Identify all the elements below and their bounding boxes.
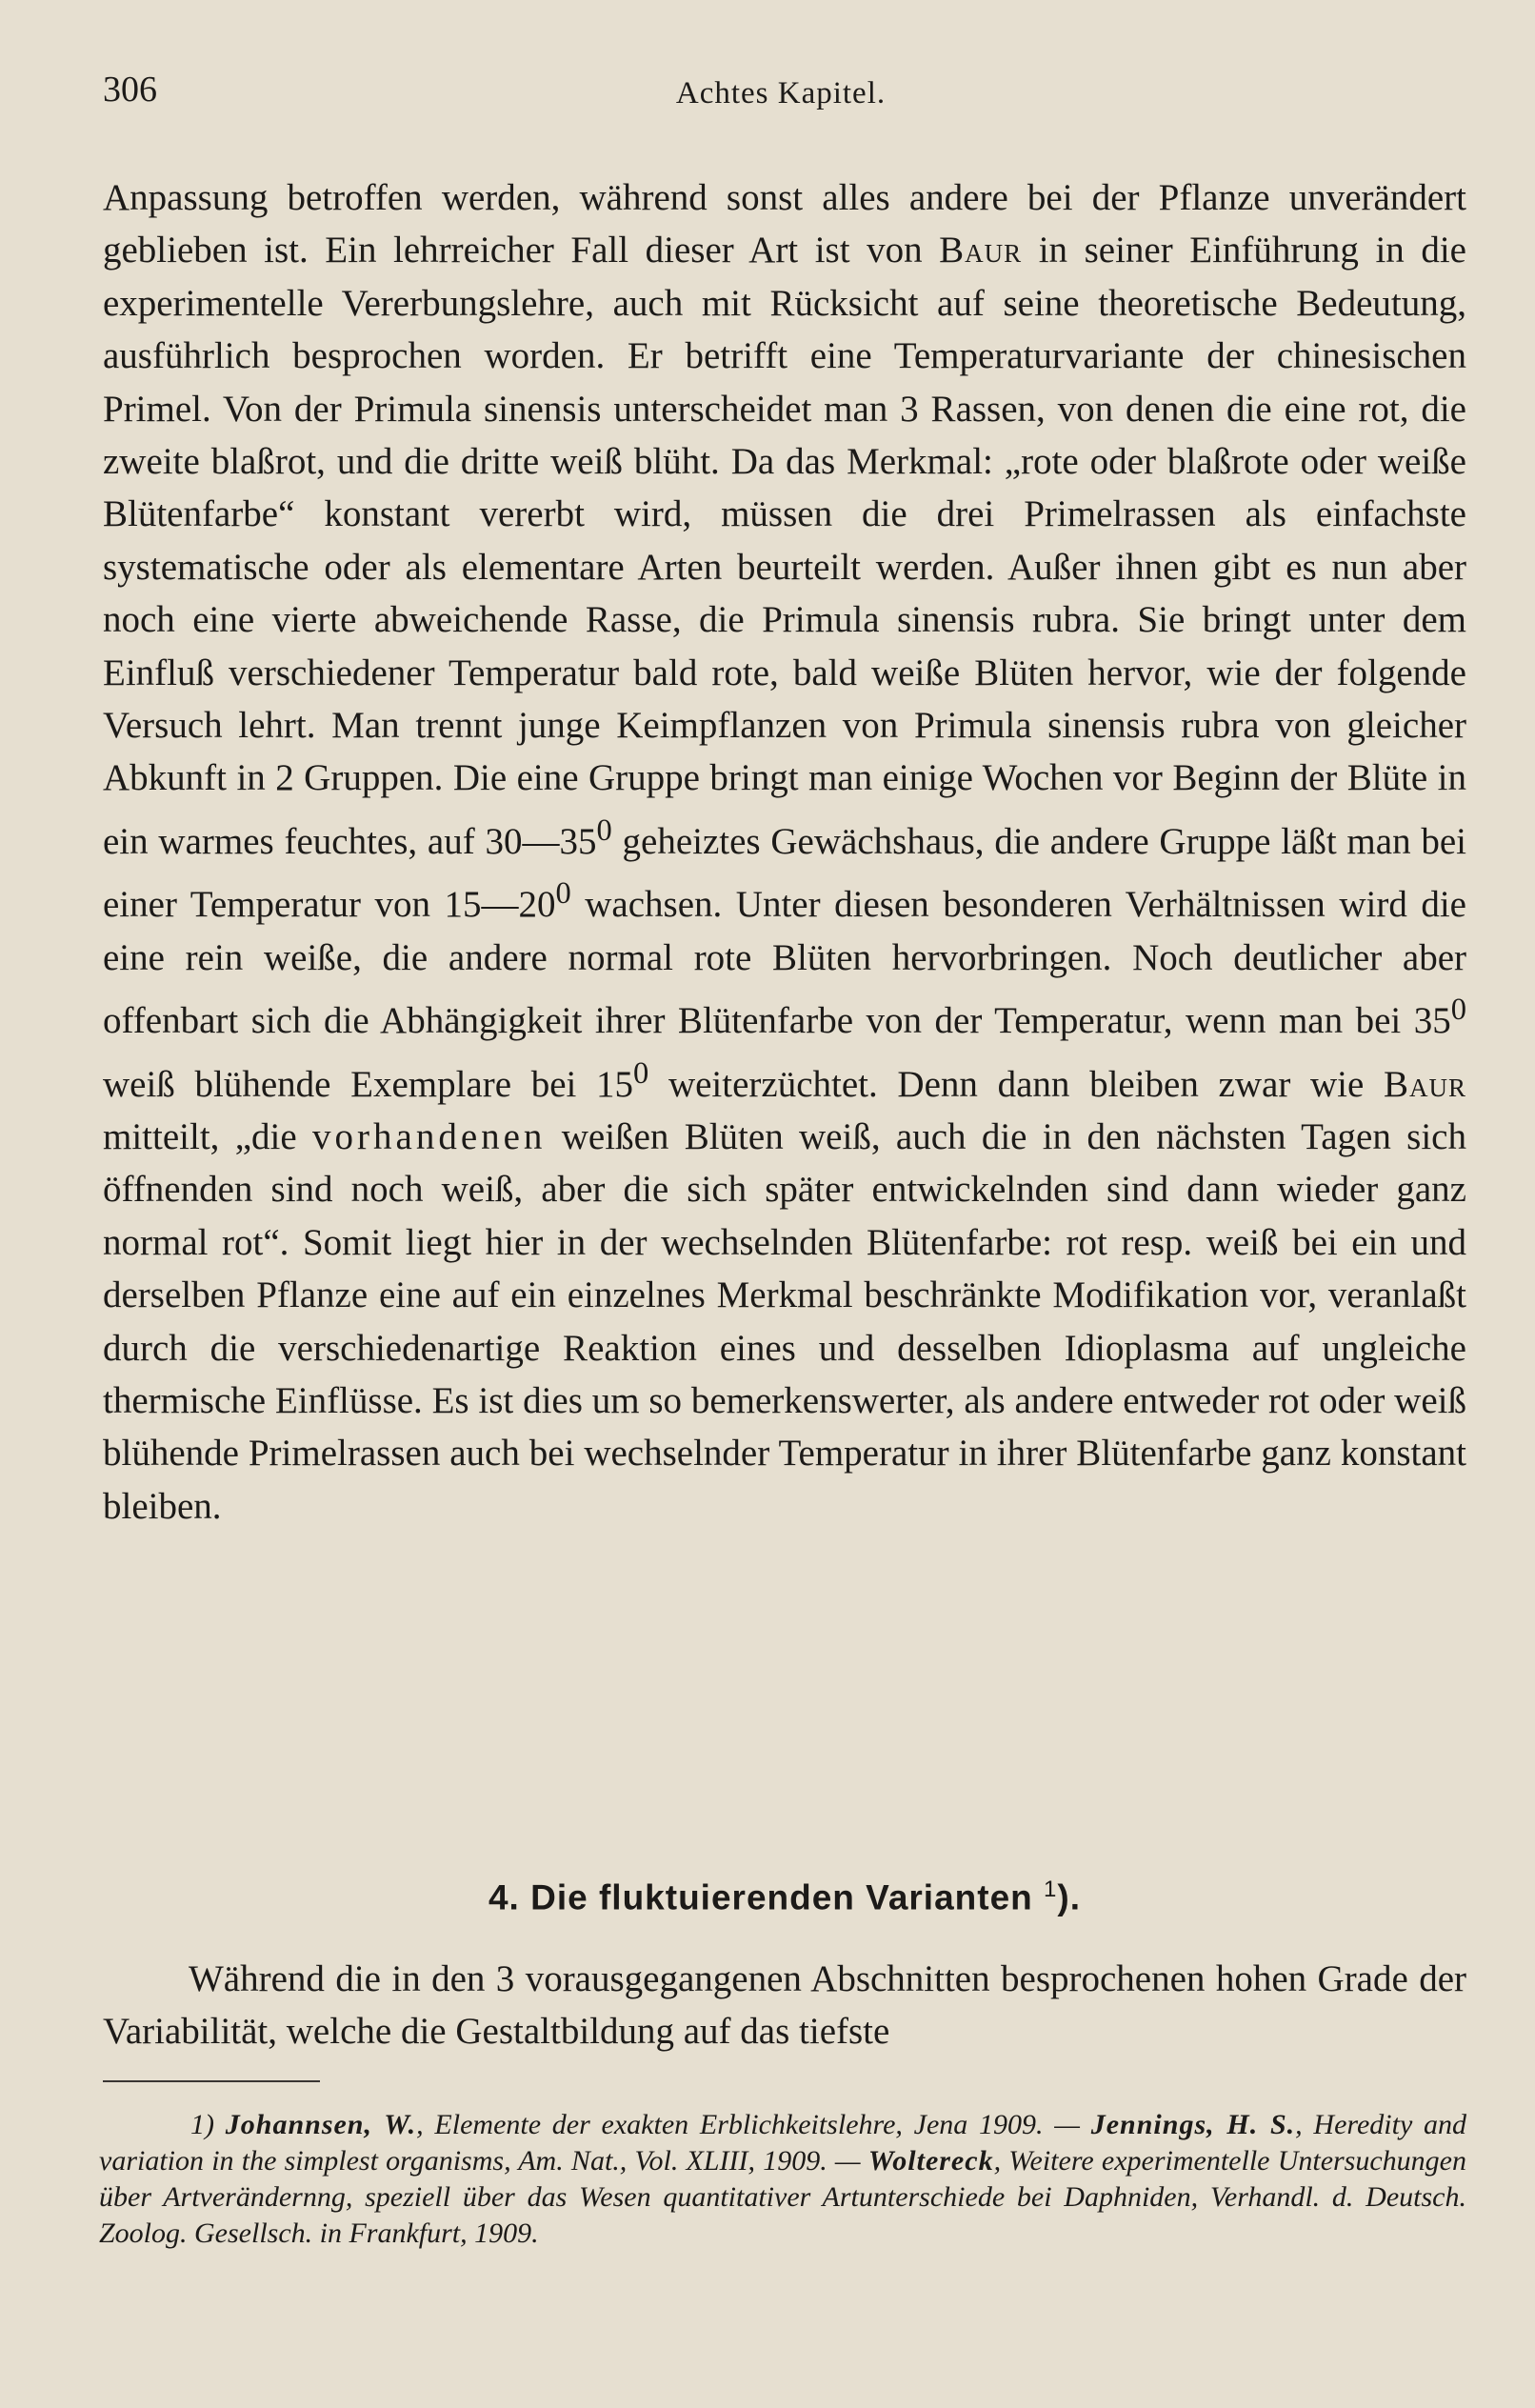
page-number: 306 <box>103 70 157 110</box>
body-text-run: in seiner Einführung in die experimentelle Vererbungslehre, auch mit Rücksicht auf seine theoretische Bedeutung, ausführlich besprochen worden. Er betrifft eine Temperaturvariante der chinesischen Primel. Von der Primula sinensis unterscheidet man 3 Rassen, von denen die eine rot, die zweite blaßrot, und die dritte weiß blüht. Da das Merkmal: „rote oder blaßrote oder weiße Blütenfarbe“ konstant vererbt wird, müssen die drei Primelrassen als einfachste systematische oder als elementare Arten beurteilt werden. Außer ihnen gibt es nun aber noch eine vierte abweichende Rasse, die Primula sinensis rubra. Sie bringt unter dem Einfluß verschiedener Temperatur bald rote, bald weiße Blüten hervor, wie der folgende Versuch lehrt. Man trennt junge Keimpflanzen von Primula sinensis rubra von gleicher Abkunft in 2 Gruppen. Die eine Gruppe bringt man einige Wochen vor Beginn der Blüte in ein warmes feuchtes, auf 30—35 <box>103 230 1466 862</box>
running-head: Achtes Kapitel. <box>675 76 887 110</box>
body-text-run: wachsen. Unter diesen besonderen Verhältnissen wird die eine rein weiße, die andere normal rote Blüten hervorbringen. Noch deutlicher aber offenbart sich die Abhängigkeit ihrer Blütenfarbe von der Temperatur, wenn man bei 35 <box>103 884 1466 1042</box>
body-text-run: geheiztes Gewächshaus, die andere Gruppe läßt man bei einer Temperatur von 15—20 <box>103 820 1466 926</box>
author-name-baur: Baur <box>1383 1063 1466 1105</box>
degree-sign: 0 <box>633 1055 649 1091</box>
section-heading <box>103 1876 1466 1917</box>
section-heading-text: 4. Die fluktuierenden Varianten <box>488 1877 1045 1917</box>
section-paragraph: Während die in den 3 vorausgegangenen Abschnitten besprochenen hohen Grade der Variabilität, welche die Gestaltbildung auf das tiefste <box>103 1958 1466 2053</box>
section-heading-close: ). <box>1057 1877 1081 1917</box>
footnote-author: Woltereck <box>867 2145 994 2177</box>
body-paragraph <box>103 171 1466 1533</box>
body-text-run: weißen Blüten weiß, auch die in den nächsten Tagen sich öffnenden sind noch weiß, aber die sich später entwickelnden sind dann wieder ganz normal rot“. Somit liegt hier in der wechselnden Blütenfarbe: rot resp. weiß bei ein und derselben Pflanze eine auf ein einzelnes Merkmal beschränkte Modifikation vor, veranlaßt durch die verschiedenartige Reaktion eines und desselben Idioplasma auf ungleiche thermische Einflüsse. Es ist dies um so bemerkenswerter, als andere entweder rot oder weiß blühende Primelrassen auch bei wechselnder Temperatur in ihrer Blütenfarbe ganz konstant bleiben. <box>103 1115 1466 1527</box>
footnote-author: Johannsen, W. <box>225 2109 417 2140</box>
body-text-run: Anpassung betroffen werden, während sonst alles andere bei der Pflanze unverändert geblieben ist. Ein lehrreicher Fall dieser Art ist von <box>103 177 1466 271</box>
degree-sign: 0 <box>555 876 571 912</box>
body-text-run: mitteilt, „die <box>103 1115 313 1157</box>
degree-sign: 0 <box>1450 993 1466 1028</box>
footnote-index: 1) <box>190 2109 214 2140</box>
footnote-divider <box>103 2080 320 2082</box>
footnote-text: , Weitere experimentelle Untersuchungen über Artverändernng, speziell über das Wesen quantitativer Artunterschiede bei Daphniden, Verhandl. d. Deutsch. Zoolog. Gesellsch. in Frankfurt, 1909. <box>99 2145 1466 2249</box>
footnote-author: Jennings, H. S. <box>1090 2109 1296 2140</box>
page-header <box>103 69 1459 126</box>
footnote-reference: 1 <box>1044 1876 1058 1902</box>
author-name-baur: Baur <box>939 230 1023 271</box>
body-text-run: weiterzüchtet. Denn dann bleiben zwar wie <box>648 1063 1384 1105</box>
footnote-text: , Heredity and variation in the simplest organisms, Am. Nat., Vol. XLIII, 1909. — <box>99 2109 1467 2177</box>
footnote <box>99 2107 1466 2252</box>
body-text-run: weiß blühende Exemplare bei 15 <box>103 1063 634 1105</box>
footnote-text: , Elemente der exakten Erblichkeitslehre, Jena 1909. — <box>416 2109 1091 2140</box>
emphasized-word: vorhandenen <box>312 1115 547 1157</box>
degree-sign: 0 <box>596 813 612 848</box>
